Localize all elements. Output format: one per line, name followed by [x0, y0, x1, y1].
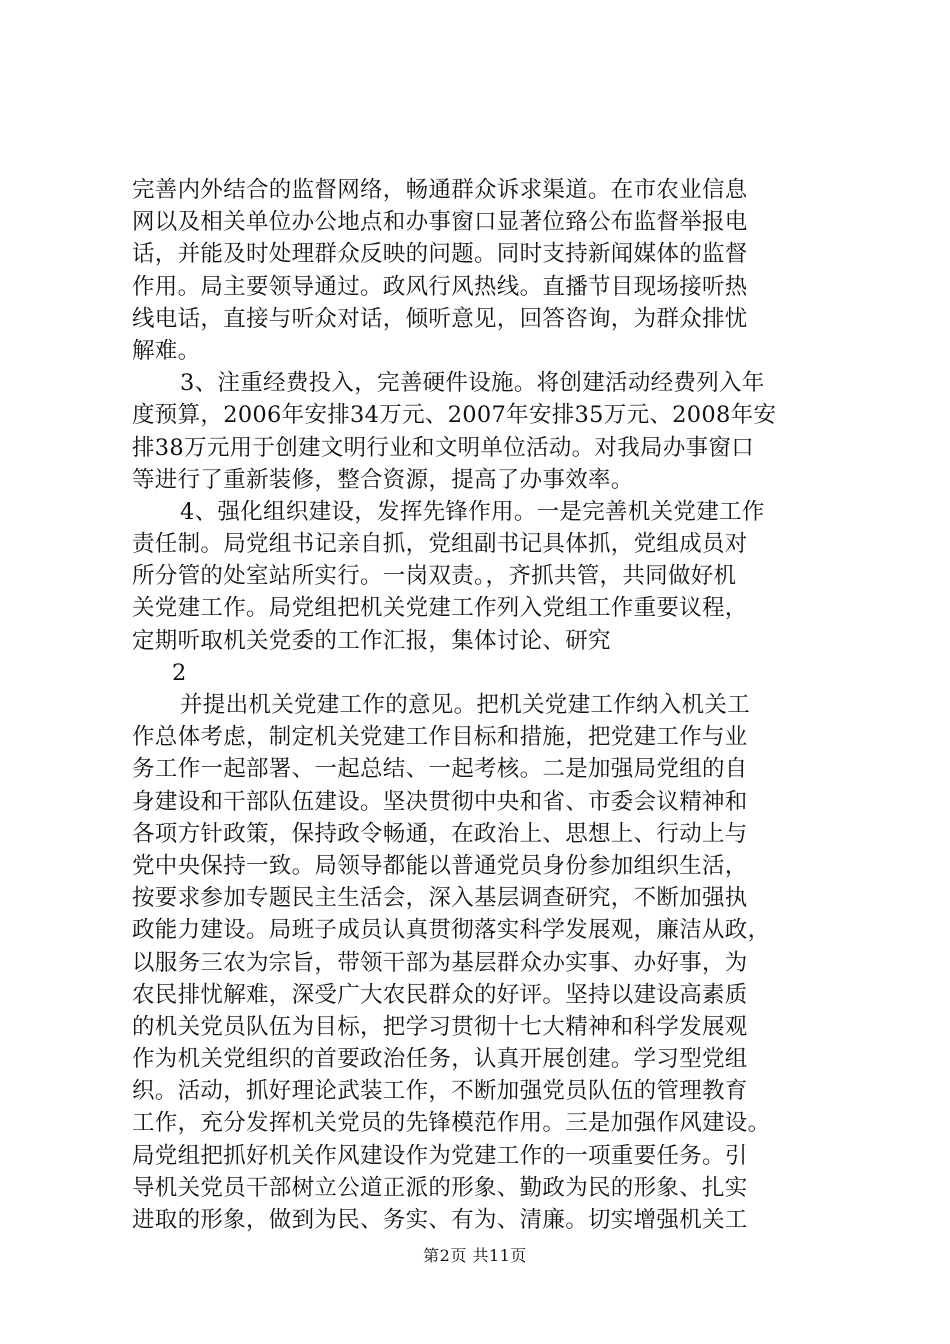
paragraph-start-line: 并提出机关党建工作的意见。把机关党建工作纳入机关工 [180, 692, 751, 718]
inline-page-number: 2 [172, 659, 187, 686]
text-line: 关党建工作。局党组把机关党建工作列入党组工作重要议程， [132, 595, 748, 622]
text-line: 作为机关党组织的首要政治任务，认真开展创建。学习型党组 [132, 1046, 748, 1073]
text-line: 织。活动，抓好理论武装工作，不断加强党员队伍的管理教育 [132, 1078, 748, 1105]
body-text [132, 174, 832, 1236]
text-line: 农民排忧解难，深受广大农民群众的好评。坚持以建设高素质 [132, 981, 748, 1008]
text-line: 网以及相关单位办公地点和办事窗口显著位臵公布监督举报电 [132, 209, 748, 236]
text-line: 身建设和干部队伍建设。坚决贯彻中央和省、市委会议精神和 [132, 788, 748, 815]
text-line: 度预算，2006年安排34万元、2007年安排35万元、2008年安 [132, 402, 777, 429]
text-line: 线电话，直接与听众对话，倾听意见，回答咨询，为群众排忧 [132, 305, 748, 332]
paragraph-start-line: 3、注重经费投入，完善硬件设施。将创建活动经费列入年 [180, 370, 765, 397]
text-line: 工作，充分发挥机关党员的先锋模范作用。三是加强作风建设。 [132, 1110, 771, 1137]
text-line: 的机关党员队伍为目标，把学习贯彻十七大精神和科学发展观 [132, 1013, 748, 1040]
text-line: 政能力建设。局班子成员认真贯彻落实科学发展观，廉洁从政， [132, 917, 771, 944]
text-line: 局党组把抓好机关作风建设作为党建工作的一项重要任务。引 [132, 1142, 748, 1169]
text-line: 解难。 [132, 337, 201, 364]
text-line: 等进行了重新装修，整合资源，提高了办事效率。 [132, 466, 634, 493]
text-line: 作总体考虑，制定机关党建工作目标和措施，把党建工作与业 [132, 724, 748, 751]
text-line: 党中央保持一致。局领导都能以普通党员身份参加组织生活， [132, 852, 748, 879]
paragraph-start-line: 4、强化组织建设，发挥先锋作用。一是完善机关党建工作 [180, 498, 765, 525]
text-line: 完善内外结合的监督网络，畅通群众诉求渠道。在市农业信息 [132, 177, 748, 203]
text-line: 话，并能及时处理群众反映的问题。同时支持新闻媒体的监督 [132, 241, 748, 268]
text-line: 各项方针政策，保持政令畅通，在政治上、思想上、行动上与 [132, 820, 748, 847]
text-line: 按要求参加专题民主生活会，深入基层调查研究，不断加强执 [132, 885, 748, 912]
text-line: 责任制。局党组书记亲自抓，党组副书记具体抓，党组成员对 [132, 531, 748, 558]
text-line: 定期听取机关党委的工作汇报，集体讨论、研究 [132, 627, 611, 654]
text-line: 作用。局主要领导通过。政风行风热线。直播节目现场接听热 [132, 273, 748, 300]
text-line: 进取的形象，做到为民、务实、有为、清廉。切实增强机关工 [132, 1207, 748, 1233]
text-line: 务工作一起部署、一起总结、一起考核。二是加强局党组的自 [132, 756, 748, 783]
text-line: 所分管的处室站所实行。一岗双责。，齐抓共管，共同做好机 [132, 563, 737, 590]
page-footer: 第2页 共11页 [423, 1246, 527, 1265]
text-line: 排38万元用于创建文明行业和文明单位活动。对我局办事窗口 [132, 434, 755, 461]
text-line: 以服务三农为宗旨，带领干部为基层群众办实事、办好事，为 [132, 949, 748, 976]
text-line: 导机关党员干部树立公道正派的形象、勤政为民的形象、扎实 [132, 1174, 748, 1201]
